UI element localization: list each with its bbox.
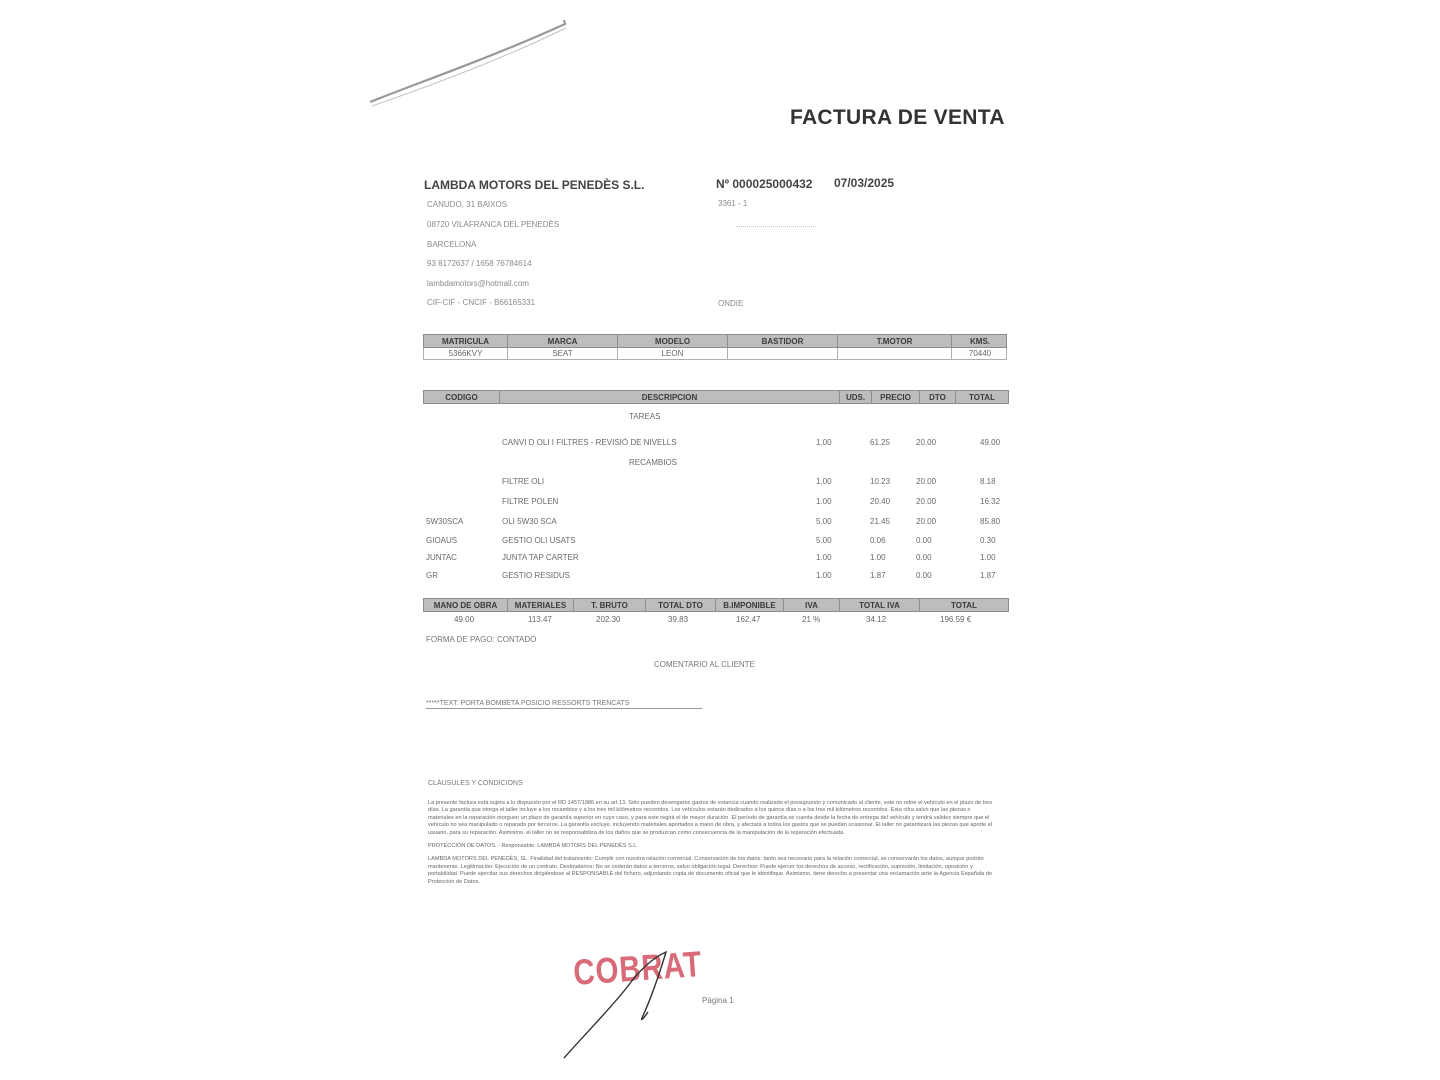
totals-header-row xyxy=(423,598,1009,612)
item-total: 1.00 xyxy=(980,553,996,562)
table-row xyxy=(424,497,1008,509)
item-description: OLI 5W30 SCA xyxy=(502,517,557,526)
vehicle-header-cell: BASTIDOR xyxy=(728,335,838,347)
invoice-date: 07/03/2025 xyxy=(834,176,895,190)
vehicle-value-cell xyxy=(838,348,952,359)
item-price: 0.06 xyxy=(870,536,886,545)
vehicle-header-cell: MATRICULA xyxy=(424,335,508,347)
vehicle-header-cell: KMS. xyxy=(970,336,990,346)
comment-title: COMENTARIO AL CLIENTE xyxy=(654,660,755,669)
item-code: GIOAUS xyxy=(426,536,458,545)
document-title: FACTURA DE VENTA xyxy=(790,106,1005,129)
clauses-title: CLÀUSULES Y CONDICIONS xyxy=(428,780,523,787)
lines-header-cell: UDS. xyxy=(840,391,872,403)
item-price: 10.23 xyxy=(870,477,891,486)
seller-phones: 93 8172637 / 1658 76784614 xyxy=(427,259,532,268)
section-label: TAREAS xyxy=(629,412,661,421)
vehicle-header-cell: MARCA xyxy=(508,335,618,347)
lines-header-cell: CODIGO xyxy=(424,391,500,403)
total-discount: 39.83 xyxy=(668,615,689,624)
grand-total: 196.59 € xyxy=(940,615,972,624)
item-units: 1.00 xyxy=(816,438,832,447)
totals-header-cell: MATERIALES xyxy=(508,599,574,611)
table-row xyxy=(424,517,1008,529)
item-units: 1.00 xyxy=(816,477,832,486)
seller-address: CANUDO, 31 BAIXOS xyxy=(427,200,508,209)
clause-paragraph: LAMBDA MOTORS DEL PENEDÈS, SL. Finalidad del tratamiento: Cumplir con nuestra relación comercial. Conservación de los datos: tanto sea necesario para la relación comercial, se conservarán los datos, aunque podrán mantenerse. Legitimación: Ejecución de un contrato. Destinatarios: No se cederán datos a terceros, salvo obligación legal. Derechos: Puede ejercer los derechos de acceso, rectificación, supresión, limitación, oposición y portabilidad. Puede ejercitar sus derechos dirigiéndose al RESPONSABLE del fichero, adjuntando copia de documento oficial que le identifique. Asimismo, tiene derecho a presentar una reclamación ante la Agencia Española de Protección de Datos. xyxy=(428,856,993,885)
item-price: 1.87 xyxy=(870,571,886,580)
seller-city: 08720 VILAFRANCA DEL PENEDÈS xyxy=(427,220,560,229)
item-total: 1.87 xyxy=(980,571,996,580)
item-units: 5.00 xyxy=(816,517,832,526)
item-total: 85.80 xyxy=(980,517,1001,526)
section-label: RECAMBIOS xyxy=(629,458,678,467)
client-name-line xyxy=(736,226,816,227)
seller-tax-id: CIF-CIF - CNCIF - B66165331 xyxy=(427,298,536,307)
client-city: ONDIE xyxy=(718,299,744,308)
vehicle-header-cell: T.MOTOR xyxy=(838,335,952,347)
item-price: 20.40 xyxy=(870,497,891,506)
lines-header-cell: DTO xyxy=(920,391,956,403)
line-items xyxy=(424,408,1008,590)
vehicle-value-cell: LEON xyxy=(618,348,728,359)
paid-stamp: COBRAT xyxy=(572,943,704,993)
item-code: JUNTAC xyxy=(426,553,457,562)
total-taxable-base: 162.47 xyxy=(736,615,761,624)
seller-province: BARCELONA xyxy=(427,240,477,249)
total-labour: 49.00 xyxy=(454,615,475,624)
vehicle-value-row xyxy=(423,348,1007,360)
lines-header-cell: TOTAL xyxy=(969,392,995,402)
item-discount: 20.00 xyxy=(916,497,937,506)
item-description: GESTIO OLI USATS xyxy=(502,536,576,545)
table-row xyxy=(424,553,1008,565)
vehicle-value-cell xyxy=(728,348,838,359)
totals-header-cell: MANO DE OBRA xyxy=(424,599,508,611)
totals-header-cell: TOTAL DTO xyxy=(646,599,716,611)
vehicle-header-cell: MODELO xyxy=(618,335,728,347)
item-total: 8.18 xyxy=(980,477,996,486)
comment-text: *****TEXT: PORTA BOMBETA POSICIÓ RESSORTS TRENCATS xyxy=(426,700,702,709)
item-price: 61.25 xyxy=(870,438,891,447)
item-description: GESTIO RESIDUS xyxy=(502,571,571,580)
page-number: Pàgina 1 xyxy=(702,996,734,1005)
item-discount: 20.00 xyxy=(916,517,937,526)
lines-header-cell: PRECIO xyxy=(872,391,920,403)
client-code: 3361 - 1 xyxy=(718,199,748,208)
vat-rate: 21 % xyxy=(802,615,821,624)
totals-header-cell: T. BRUTO xyxy=(574,599,646,611)
clause-paragraph: PROTECCIÓN DE DATOS. - Responsable: LAMBDA MOTORS DEL PENEDÈS S.L. xyxy=(428,843,638,850)
totals-header-cell: B.IMPONIBLE xyxy=(716,599,784,611)
item-total: 16.32 xyxy=(980,497,1001,506)
item-description: CANVI D OLI I FILTRES - REVISIÓ DE NIVELLS xyxy=(502,438,677,447)
total-gross: 202.30 xyxy=(596,615,621,624)
lines-header-row xyxy=(423,390,1009,404)
item-discount: 20.00 xyxy=(916,477,937,486)
item-description: FILTRE OLI xyxy=(502,477,545,486)
item-code: GR xyxy=(426,571,438,580)
totals-header-cell: TOTAL IVA xyxy=(840,599,920,611)
item-description: FILTRE POLEN xyxy=(502,497,559,506)
item-discount: 0.00 xyxy=(916,571,932,580)
item-total: 49.00 xyxy=(980,438,1001,447)
totals-header-cell: TOTAL xyxy=(951,600,977,610)
scan-pen-stroke xyxy=(360,10,580,110)
vehicle-header-row xyxy=(423,334,1007,348)
item-total: 0.30 xyxy=(980,536,996,545)
vehicle-value-cell: 70440 xyxy=(968,349,992,358)
item-units: 1.00 xyxy=(816,553,832,562)
vehicle-value-cell: 5366KVY xyxy=(424,348,508,359)
total-vat: 34.12 xyxy=(866,615,887,624)
totals-header-cell: IVA xyxy=(784,599,840,611)
seller-name: LAMBDA MOTORS DEL PENEDÈS S.L. xyxy=(424,178,645,192)
item-description: JUNTA TAP CARTER xyxy=(502,553,579,562)
item-discount: 20.00 xyxy=(916,438,937,447)
table-row xyxy=(424,571,1008,583)
seller-email: lambdamotors@hotmail.com xyxy=(427,279,529,288)
total-materials: 113.47 xyxy=(528,615,552,624)
table-row xyxy=(424,477,1008,489)
item-code: 5W30SCA xyxy=(426,517,464,526)
table-row xyxy=(424,438,1008,450)
lines-header-cell: DESCRIPCION xyxy=(500,391,840,403)
totals-value-row xyxy=(424,615,1008,627)
signature xyxy=(556,948,696,1064)
item-units: 5.00 xyxy=(816,536,832,545)
item-units: 1.00 xyxy=(816,571,832,580)
section-label-row xyxy=(424,458,1008,470)
item-price: 1.00 xyxy=(870,553,886,562)
item-discount: 0.00 xyxy=(916,536,932,545)
section-label-row xyxy=(424,412,1008,424)
clause-paragraph: La presente factura està sujeta a lo dispuesto por el RD 1457/1986 en su art.13. Sólo pueden devengarse gastos de estancia cuando realizado el presupuesto y comunicado al cliente, este no retire el vehículo en el plazo de tres días. La garantía que otorga el taller incluye a los recambios y a los tres mil kilómetros recorridos. Los vehículos estarán dedicados a los quince días o a los tres mil kilómetros recorridos. Esta cifra salvo que las piezas o materiales en la reparación otorguen un plazo de garantía superior en cuyo caso, y para este regirá el de mayor duración. El período de garantía se cuenta desde la fecha de entrega del vehículo y tendrá validez siempre que el vehículo no sea manipulado o reparado por terceros. La garantía excluye, incluyendo materiales aportados a mano de obra, y afectará a todos los gastos que se puedan ocasionar. El taller no garantizará las piezas que aporte el usuario, para su reparación. Asimismo, el taller no se responsabiliza de los daños que se produzcan como consecuencia de la manipulación de la reparación efectuada. xyxy=(428,800,993,836)
vehicle-table xyxy=(423,334,1007,360)
clauses-body xyxy=(428,800,996,892)
invoice-number: Nº 000025000432 xyxy=(716,177,813,191)
item-price: 21.45 xyxy=(870,517,891,526)
vehicle-value-cell: SEAT xyxy=(508,348,618,359)
item-discount: 0.00 xyxy=(916,553,932,562)
table-row xyxy=(424,536,1008,548)
payment-method: FORMA DE PAGO: CONTADO xyxy=(426,635,537,644)
item-units: 1.00 xyxy=(816,497,832,506)
